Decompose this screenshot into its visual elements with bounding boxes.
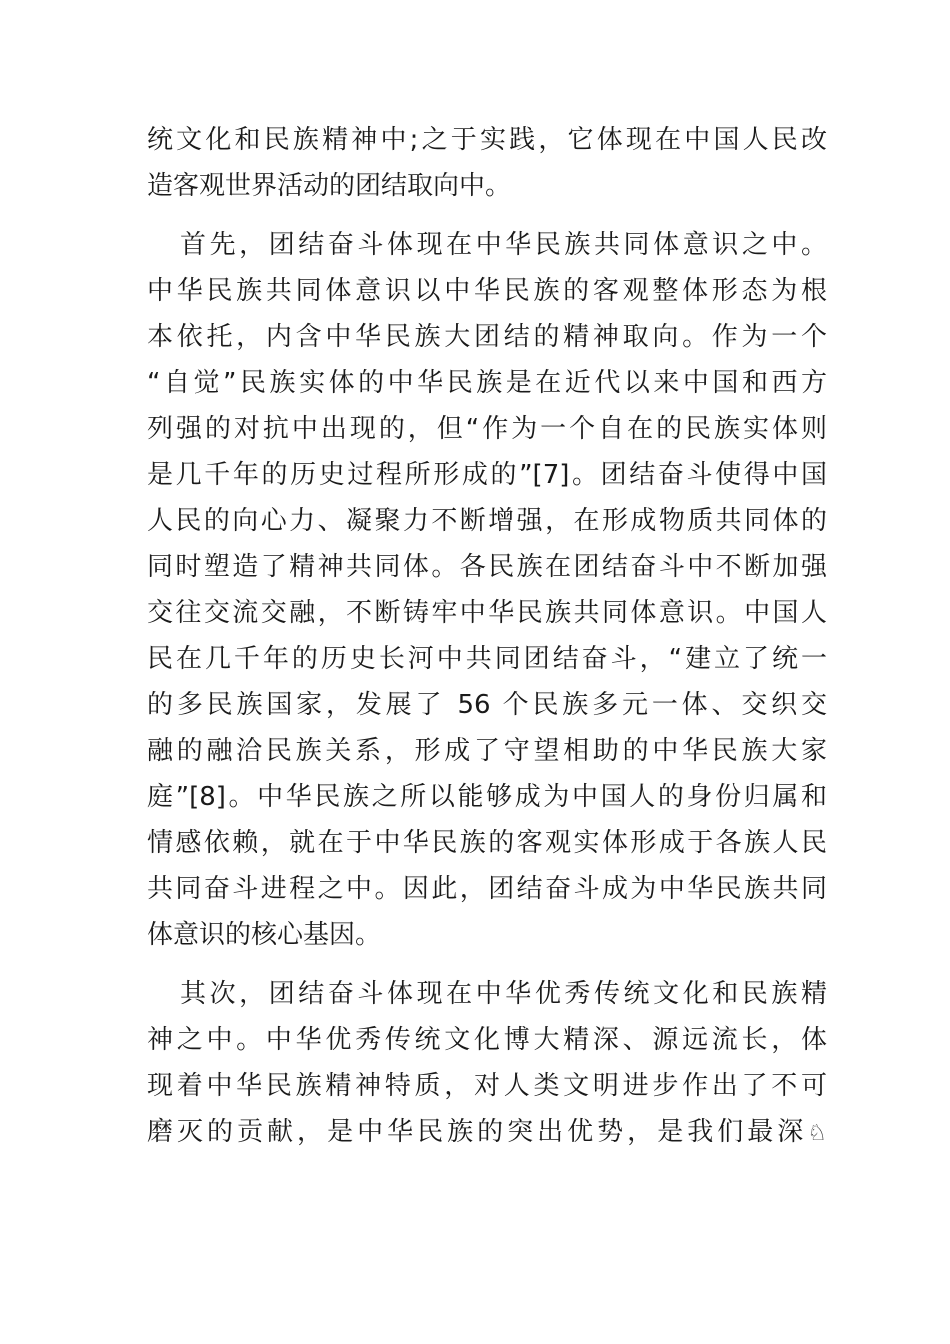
paragraph-2-line-8: 同时塑造了精神共同体。各民族在团结奋斗中不断加强 <box>147 552 827 582</box>
paragraph-2-line-7: 人民的向心力、凝聚力不断增强，在形成物质共同体的 <box>147 506 827 536</box>
paragraph-2-line-5: 列强的对抗中出现的，但“作为一个自在的民族实体则 <box>147 414 827 444</box>
paragraph-3-line-4-text: 磨灭的贡献，是中华民族的突出优势，是我们最深 <box>147 1117 808 1147</box>
paragraph-2-line-9: 交往交流交融，不断铸牢中华民族共同体意识。中国人 <box>147 598 827 628</box>
paragraph-2-line-13: 庭”[8]。中华民族之所以能够成为中国人的身份归属和 <box>147 782 827 812</box>
paragraph-2-line-12: 融的融洽民族关系，形成了守望相助的中华民族大家 <box>147 736 827 766</box>
paragraph-2-line-10: 民在几千年的历史长河中共同团结奋斗，“建立了统一 <box>147 644 827 674</box>
knight-icon: ♘ <box>807 1121 827 1146</box>
paragraph-2-line-1: 首先，团结奋斗体现在中华民族共同体意识之中。 <box>180 230 827 260</box>
paragraph-2-line-14: 情感依赖，就在于中华民族的客观实体形成于各族人民 <box>147 828 827 858</box>
paragraph-1-line-1: 统文化和民族精神中;之于实践，它体现在中国人民改 <box>147 125 827 155</box>
paragraph-2-line-4: “自觉”民族实体的中华民族是在近代以来中国和西方 <box>147 368 827 398</box>
paragraph-2-line-15: 共同奋斗进程之中。因此，团结奋斗成为中华民族共同 <box>147 874 827 904</box>
paragraph-2-line-6: 是几千年的历史过程所形成的”[7]。团结奋斗使得中国 <box>147 460 827 490</box>
paragraph-2-line-11: 的多民族国家，发展了 56 个民族多元一体、交织交 <box>147 690 827 720</box>
paragraph-2-line-16: 体意识的核心基因。 <box>147 920 382 950</box>
paragraph-3-line-2: 神之中。中华优秀传统文化博大精深、源远流长，体 <box>147 1025 827 1055</box>
paragraph-1-line-2: 造客观世界活动的团结取向中。 <box>147 171 512 201</box>
paragraph-3-line-1: 其次，团结奋斗体现在中华优秀传统文化和民族精 <box>180 979 827 1009</box>
paragraph-3-line-3: 现着中华民族精神特质，对人类文明进步作出了不可 <box>147 1071 827 1101</box>
paragraph-3-line-4 <box>147 1109 827 1155</box>
paragraph-2-line-2: 中华民族共同体意识以中华民族的客观整体形态为根 <box>147 276 827 306</box>
paragraph-2-line-3: 本依托，内含中华民族大团结的精神取向。作为一个 <box>147 322 827 352</box>
